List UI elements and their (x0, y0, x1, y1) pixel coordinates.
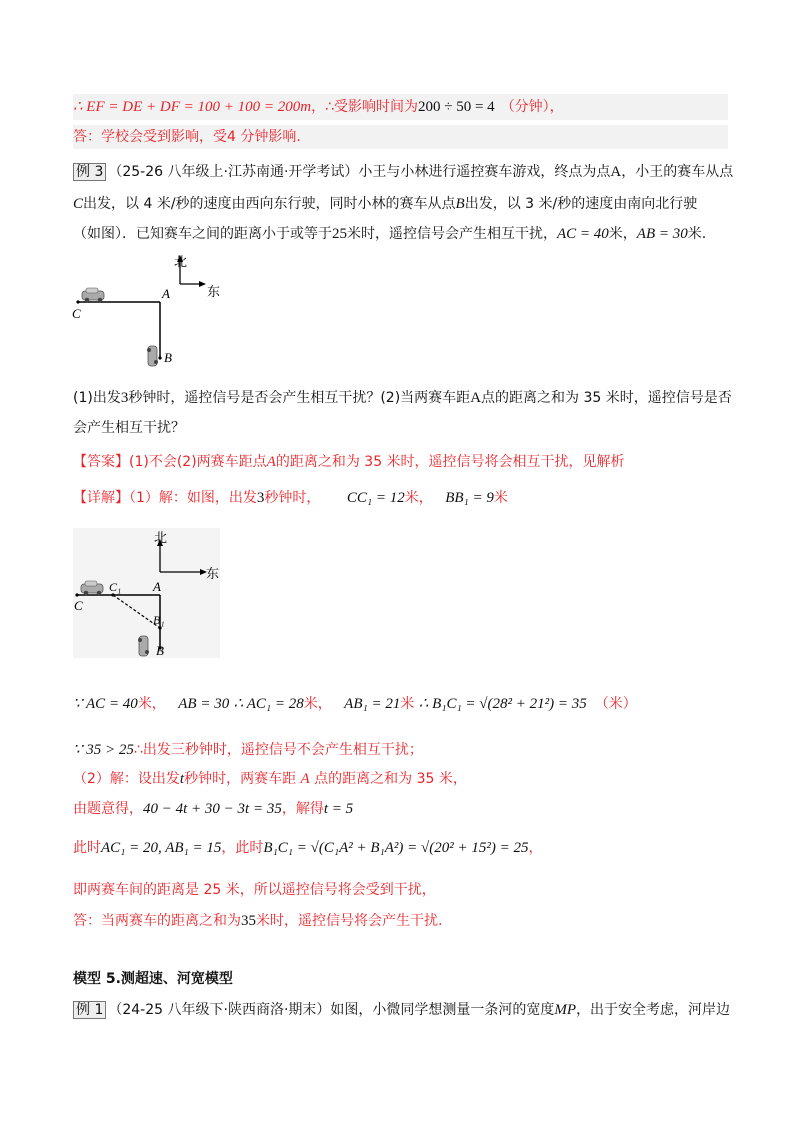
comma: ， (528, 840, 543, 856)
solve-text: ，解得 (281, 801, 324, 817)
ab-value: AB = 30 (178, 696, 230, 712)
example3-text2: 出发，以 4 米/秒的速度由西向东行驶，同时小林的赛车从点 (83, 196, 456, 212)
now-text-b: ，此时 (221, 840, 264, 856)
part2-text-b: 秒钟时，两赛车距 (184, 771, 297, 787)
ac-value: ∵ AC = 40 (73, 696, 138, 712)
model-title: 模型 5.测超速、河宽模型 (73, 971, 233, 987)
three-seconds: 3 (256, 490, 265, 506)
b1c1-calc: ∴ B₁C₁ = √(28² + 21²) = 35 (418, 696, 587, 712)
ab1-value: AB₁ = 21 (344, 696, 401, 712)
compare-text: ∴出发三秒钟时，遥控信号不会产生相互干扰； (133, 742, 423, 758)
example-tag: 例 1 (73, 1001, 106, 1019)
var-t: t (179, 771, 185, 787)
distance-line (73, 878, 436, 902)
detail-text-a: 【详解】（1）解：如图，出发 (73, 490, 257, 506)
label-a: A (153, 579, 161, 594)
question-line1 (73, 386, 732, 410)
question-text-c: 点的距离之和为 35 米时，遥控信号是否 (481, 390, 732, 406)
ab-value: AB = 30 (636, 226, 688, 242)
example3-line1 (73, 160, 733, 184)
example-tag: 例 3 (73, 163, 106, 181)
example3-line2 (73, 192, 697, 216)
east-label: 东 (206, 566, 220, 581)
b1c1-calc: B₁C₁ = √(C₁A² + B₁A²) = √(20² + 15²) = 25 (263, 840, 529, 856)
question-text-d: 会产生相互干扰？ (73, 420, 185, 436)
east-label: 东 (207, 284, 221, 299)
example3-text3b: 米时，遥控信号会产生相互干扰， (347, 226, 557, 242)
part2-text-a: （2）解：设出发 (73, 771, 180, 787)
compare-line (73, 738, 423, 762)
point-a: A (266, 454, 276, 470)
influence-text: 受影响时间为 (333, 99, 418, 115)
cc1-value: CC₁ = 12 (346, 490, 405, 506)
point-a: A (300, 771, 310, 787)
detail-text-b: 秒钟时， (264, 490, 321, 506)
unit-text: 米. (687, 226, 707, 242)
ac-value: AC = 40 (557, 226, 609, 242)
answer-label: 【答案】(1)不会(2)两赛车距点 (73, 454, 267, 470)
final-answer-line (73, 909, 442, 933)
time-equation: 200 ÷ 50 = 4 (417, 99, 495, 115)
example3-line3 (73, 222, 706, 246)
example3-text1: （25-26 八年级上·江苏南通·开学考试）小王与小林进行遥控赛车游戏，终点为点 (108, 164, 611, 180)
distance-25: 25 (332, 226, 347, 242)
final-text-a: 答：当两赛车的距离之和为 (73, 913, 241, 929)
car-icon (147, 346, 158, 366)
mp-label: MP (554, 1002, 577, 1018)
answer-line (73, 450, 625, 474)
unit-text: 米 (400, 696, 415, 712)
influence-unit: （分钟）， (500, 99, 564, 115)
label-b1: B₁ (153, 613, 165, 627)
question-text-b: 秒钟时，遥控信号是否会产生相互干扰？(2)当两赛车距 (128, 390, 471, 406)
unit-text: （米） (594, 696, 637, 712)
unit-text: 米 (493, 490, 508, 506)
bb1-value: BB₁ = 9 (445, 490, 494, 506)
now-line (73, 836, 542, 860)
car-icon (81, 581, 103, 595)
compass (154, 530, 219, 581)
answer-rest: 的距离之和为 35 米时，遥控信号将会相互干扰，见解析 (275, 454, 625, 470)
three-seconds: 3 (120, 390, 129, 406)
unit-text: 米， (137, 696, 166, 712)
separator: ， (311, 99, 326, 115)
label-b: B (156, 643, 164, 658)
label-c: C (74, 598, 83, 613)
detail-line (73, 486, 508, 510)
point-c: C (73, 196, 84, 212)
race-figure-2 (73, 528, 220, 658)
equation-intro: 由题意得， (73, 801, 143, 817)
calc-line (73, 692, 637, 716)
equation: 40 − 4t + 30 − 3t = 35 (143, 801, 282, 817)
unit-text: 米， (608, 226, 637, 242)
label-c1: C₁ (109, 580, 122, 594)
label-a: A (162, 286, 170, 301)
section-heading (73, 967, 233, 991)
north-label: 北 (154, 530, 168, 545)
question-line2 (73, 416, 185, 440)
unit-text: 米， (404, 490, 433, 506)
point-a: A (610, 164, 622, 180)
equation-line (73, 797, 353, 821)
north-label: 北 (174, 254, 188, 269)
example1-text2: ，出于安全考虑，河岸边 (576, 1002, 731, 1018)
label-c: C (72, 306, 81, 321)
part2-text-c: 点的距离之和为 35 米， (314, 771, 467, 787)
final-text-b: 米时，遥控信号将会产生干扰. (256, 913, 443, 929)
label-b: B (164, 350, 172, 365)
distance-text: 即两赛车间的距离是 25 米，所以遥控信号将会受到干扰， (73, 882, 436, 898)
solution-line-ef (73, 94, 728, 120)
example3-text1b: ，小王的赛车从点 (621, 164, 734, 180)
ac1-value: ∴ AC₁ = 28 (233, 696, 304, 712)
part2-line (73, 767, 467, 791)
compare-math: ∵ 35 > 25 (73, 742, 134, 758)
example3-text3a: （如图）．已知赛车之间的距离小于或等于 (73, 226, 332, 242)
point-b: B (455, 196, 465, 212)
ac1-ab1-values: AC₁ = 20, AB₁ = 15 (101, 840, 222, 856)
example1-line (73, 998, 730, 1022)
unit-text: 米， (303, 696, 332, 712)
example3-text2b: 出发，以 3 米/秒的速度由南向北行驶 (464, 196, 698, 212)
answer-line-school (73, 125, 728, 149)
solution-t: t = 5 (323, 801, 354, 817)
point-a: A (470, 390, 482, 406)
car-icon (138, 636, 149, 656)
question-text-a: (1)出发 (73, 390, 121, 406)
distance-35: 35 (241, 913, 256, 929)
example1-text: （24-25 八年级下·陕西商洛·期末）如图，小微同学想测量一条河的宽度 (108, 1002, 555, 1018)
race-figure-1 (70, 250, 240, 375)
compass (174, 254, 220, 299)
car-icon (82, 288, 104, 302)
now-text-a: 此时 (73, 840, 101, 856)
ef-equation: ∴ EF = DE + DF = 100 + 100 = 200m (73, 99, 312, 115)
therefore: ∴ (325, 99, 334, 115)
answer-text: 答：学校会受到影响，受4 分钟影响. (73, 129, 301, 145)
